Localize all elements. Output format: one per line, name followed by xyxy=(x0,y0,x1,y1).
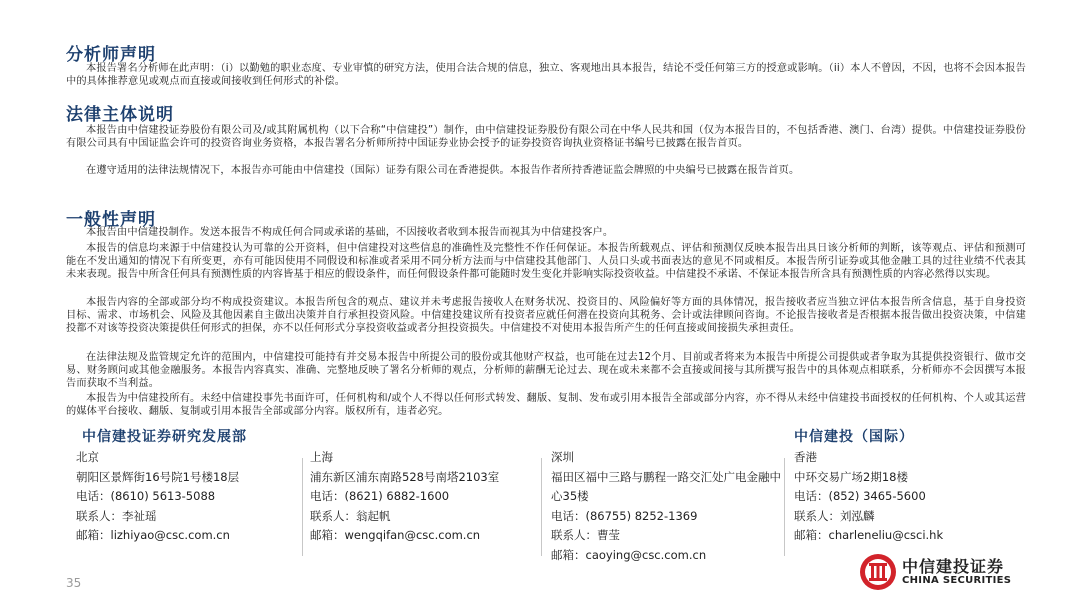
office-shenzhen xyxy=(551,448,783,565)
analyst-statement: 本报告署名分析师在此声明：（i）以勤勉的职业态度、专业审慎的研究方法，使用合法合规的信息，独立、客观地出具本报告，结论不受任何第三方的授意或影响。（ii）本人不曾因，不因，也将不会因本报告中的具体推荐意见或观点而直接或间接收到任何形式的补偿。 xyxy=(66,63,1026,88)
office-hongkong xyxy=(794,448,1014,546)
office-phone: 电话：(86755) 8252-1369 xyxy=(551,508,698,523)
general-paragraph-5: 本报告为中信建投所有。未经中信建投事先书面许可，任何机构和/或个人不得以任何形式转发、翻版、复制、发布或引用本报告全部或部分内容，亦不得从未经中信建投书面授权的任何机构、个人或其运营的媒体平台接收、翻版、复制或引用本报告全部或部分内容。版权所有，违者必究。 xyxy=(66,393,1026,418)
office-contact: 联系人：翁起帆 xyxy=(310,508,391,523)
office-email[interactable]: 邮箱：caoying@csc.com.cn xyxy=(551,547,707,562)
office-beijing xyxy=(76,448,286,546)
office-email[interactable]: 邮箱：wengqifan@csc.com.cn xyxy=(310,528,481,542)
office-shanghai xyxy=(310,448,540,546)
column-divider xyxy=(784,458,785,556)
office-city: 北京 xyxy=(76,450,99,464)
section-title-legal: 法律主体说明 xyxy=(66,105,174,125)
general-paragraph-3: 本报告内容的全部或部分均不构成投资建议。本报告所包含的观点、建议并未考虑报告接收人在财务状况、投资目的、风险偏好等方面的具体情况，报告接收者应当独立评估本报告所含信息，基于自身投资目标、需求、市场机会、风险及其他因素自主做出决策并自行承担投资风险。中信建投建议所有投资者应就任何潜在投资向其税务、会计或法律顾问咨询。不论报告接收者是否根据本报告做出投资决策，中信建投都不对该等投资决策提供任何形式的担保，亦不以任何形式分享投资收益或者分担投资损失。中信建投不对使用本报告所产生的任何直接或间接损失承担责任。 xyxy=(66,297,1026,335)
general-paragraph-2: 本报告的信息均来源于中信建投认为可靠的公开资料，但中信建投对这些信息的准确性及完整性不作任何保证。本报告所载观点、评估和预测仅反映本报告出具日该分析师的判断，该等观点、评估和预测可能在不发出通知的情况下有所变更，亦有可能因使用不同假设和标准或者采用不同分析方法而与中信建投其他部门、人员口头或书面表达的意见不同或相反。本报告所引证券或其他金融工具的过往业绩不代表其未来表现。报告中所含任何具有预测性质的内容皆基于相应的假设条件，而任何假设条件都可能随时发生变化并影响实际投资收益。中信建投不承诺、不保证本报告所含具有预测性质的内容必然得以实现。 xyxy=(66,243,1026,281)
office-phone: 电话：(8610) 5613-5088 xyxy=(76,489,216,503)
column-divider xyxy=(541,458,542,556)
international-entity-name: 中信建投（国际） xyxy=(794,429,914,445)
office-address: 福田区福中三路与鹏程一路交汇处广电金融中心35楼 xyxy=(551,469,781,503)
office-address: 浦东新区浦东南路528号南塔2103室 xyxy=(310,469,500,484)
office-phone: 电话：(8621) 6882-1600 xyxy=(310,489,450,503)
legal-paragraph-2: 在遵守适用的法律法规情况下，本报告亦可能由中信建投（国际）证券有限公司在香港提供。本报告作者所持香港证监会牌照的中央编号已披露在报告首页。 xyxy=(86,165,800,176)
page-number: 35 xyxy=(66,576,82,590)
office-city: 上海 xyxy=(310,450,333,464)
general-paragraph-1: 本报告由中信建投制作。发送本报告不构成任何合同或承诺的基础，不因接收者收到本报告而视其为中信建投客户。 xyxy=(86,227,614,238)
office-city: 香港 xyxy=(794,450,817,464)
office-address: 中环交易广场2期18楼 xyxy=(794,469,908,484)
office-email[interactable]: 邮箱：lizhiyao@csc.com.cn xyxy=(76,528,230,542)
company-logo xyxy=(858,552,1038,592)
office-phone: 电话：(852) 3465-5600 xyxy=(794,489,926,503)
column-divider xyxy=(302,458,303,556)
office-address: 朝阳区景辉街16号院1号楼18层 xyxy=(76,469,240,484)
research-dept-name: 中信建投证券研究发展部 xyxy=(82,429,247,445)
office-email[interactable]: 邮箱：charleneliu@csci.hk xyxy=(794,528,944,542)
legal-paragraph-1: 本报告由中信建投证券股份有限公司及/或其附属机构（以下合称“中信建投”）制作，由中信建投证券股份有限公司在中华人民共和国（仅为本报告目的，不包括香港、澳门、台湾）提供。中信建投证券股份有限公司具有中国证监会许可的投资咨询业务资格，本报告署名分析师所持中国证券业协会授予的证券投资咨询执业资格证书编号已披露在报告首页。 xyxy=(66,125,1026,150)
office-contact: 联系人：刘泓麟 xyxy=(794,508,875,523)
office-contact: 联系人：曹莹 xyxy=(551,528,620,542)
logo-english-name: CHINA SECURITIES xyxy=(902,575,1012,586)
section-title-general: 一般性声明 xyxy=(66,210,156,230)
section-title-analyst: 分析师声明 xyxy=(66,45,156,65)
office-contact: 联系人：李祉瑶 xyxy=(76,508,157,523)
logo-chinese-name: 中信建投证券 xyxy=(902,557,1005,576)
citic-emblem-icon xyxy=(858,552,898,592)
office-city: 深圳 xyxy=(551,450,574,464)
general-paragraph-4: 在法律法规及监管规定允许的范围内，中信建投可能持有并交易本报告中所提公司的股份或其他财产权益，也可能在过去12个月、目前或者将来为本报告中所提公司提供或者争取为其提供投资银行、做市交易、财务顾问或其他金融服务。本报告内容真实、准确、完整地反映了署名分析师的观点，分析师的薪酬无论过去、现在或未来都不会直接或间接与其所撰写报告中的具体观点相联系，分析师亦不会因撰写本报告而获取不当利益。 xyxy=(66,352,1026,390)
